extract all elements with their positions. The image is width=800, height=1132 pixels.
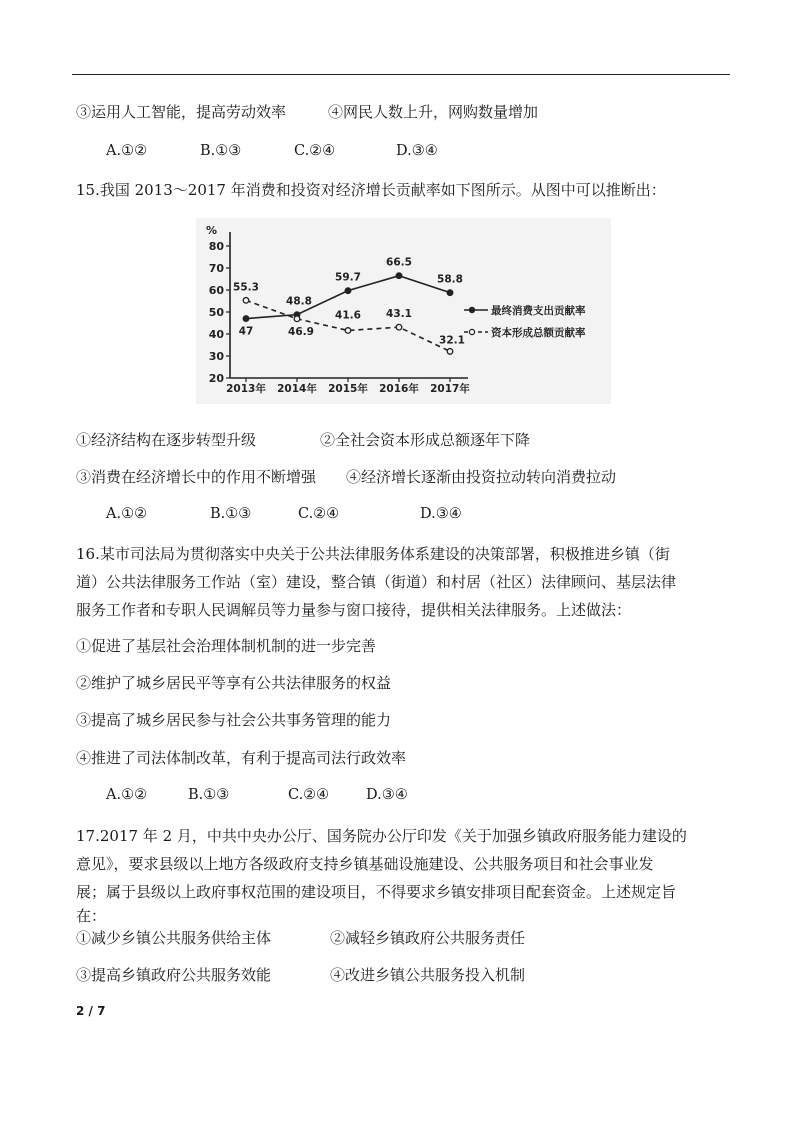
data-point <box>294 316 300 322</box>
x-tick-label: 2016年 <box>379 383 419 395</box>
x-tick-label: 2013年 <box>226 383 266 395</box>
data-label: 58.8 <box>437 273 463 286</box>
q16-option-3: ③提高了城乡居民参与社会公共事务管理的能力 <box>76 711 392 729</box>
data-point <box>447 349 453 355</box>
data-point <box>447 290 453 296</box>
data-label: 48.8 <box>286 295 312 308</box>
data-point <box>243 298 249 304</box>
y-tick-label: 50 <box>208 306 224 319</box>
data-label: 59.7 <box>335 271 361 284</box>
q14-option-3: ③运用人工智能，提高劳动效率 <box>76 103 287 121</box>
legend-marker <box>469 307 474 312</box>
y-tick-label: 70 <box>208 262 224 275</box>
q17-stem-line-2: 意见》，要求县级以上地方各级政府支持乡镇基础设施建设、公共服务项目和社会事业发 <box>76 855 654 873</box>
q16-option-2: ②维护了城乡居民平等享有公共法律服务的权益 <box>76 674 392 692</box>
y-tick-label: 30 <box>208 350 224 363</box>
choice-c: C.②④ <box>288 787 330 803</box>
q16-option-4: ④推进了司法体制改革，有利于提高司法行政效率 <box>76 749 407 767</box>
q17-option-4: ④改进乡镇公共服务投入机制 <box>330 966 526 984</box>
y-tick-label: 60 <box>208 284 224 297</box>
choice-d: D.③④ <box>366 787 408 803</box>
choice-c: C.②④ <box>298 506 340 522</box>
q15-choices <box>106 506 462 522</box>
choice-b: B.①③ <box>200 143 242 159</box>
q14-option-4: ④网民人数上升，网购数量增加 <box>328 103 539 121</box>
choice-b: B.①③ <box>188 787 230 803</box>
data-point <box>345 328 351 334</box>
data-point <box>396 273 402 279</box>
legend-label: 资本形成总额贡献率 <box>491 327 586 339</box>
data-point <box>345 288 351 294</box>
q15-option-2: ②全社会资本形成总额逐年下降 <box>320 431 531 449</box>
choice-a: A.①② <box>106 787 148 803</box>
legend-label: 最终消费支出贡献率 <box>491 305 586 317</box>
x-tick-label: 2014年 <box>277 383 317 395</box>
y-tick-label: 40 <box>208 328 224 341</box>
q16-stem-line-2: 道）公共法律服务工作站（室）建设，整合镇（街道）和村居（社区）法律顾问、基层法律 <box>76 573 677 591</box>
y-tick-label: 20 <box>208 372 224 385</box>
chart-svg <box>196 218 611 404</box>
data-label: 32.1 <box>439 334 465 347</box>
header-rule <box>72 74 730 75</box>
data-point <box>396 324 402 330</box>
q16-stem-line-1: 16.某市司法局为贯彻落实中央关于公共法律服务体系建设的决策部署，积极推进乡镇（街 <box>76 545 670 563</box>
q17-option-3: ③提高乡镇政府公共服务效能 <box>76 966 272 984</box>
choice-d: D.③④ <box>396 143 438 159</box>
q17-option-2: ②减轻乡镇政府公共服务责任 <box>330 929 526 947</box>
data-label: 55.3 <box>233 281 259 294</box>
q16-stem-line-3: 服务工作者和专职人民调解员等力量参与窗口接待，提供相关法律服务。上述做法： <box>76 601 632 619</box>
q17-option-1: ①减少乡镇公共服务供给主体 <box>76 929 272 947</box>
q15-option-3: ③消费在经济增长中的作用不断增强 <box>76 468 317 486</box>
choice-a: A.①② <box>106 143 148 159</box>
x-tick-label: 2015年 <box>328 383 368 395</box>
contribution-rate-chart <box>196 218 611 404</box>
choice-c: C.②④ <box>294 143 336 159</box>
q14-choices <box>106 143 438 159</box>
data-label: 47 <box>238 325 254 338</box>
q16-choices <box>106 787 408 803</box>
legend-marker <box>469 329 474 334</box>
q16-option-1: ①促进了基层社会治理体制机制的进一步完善 <box>76 637 377 655</box>
y-axis-label: % <box>206 224 218 237</box>
x-tick-label: 2017年 <box>430 383 470 395</box>
data-label: 66.5 <box>386 256 412 269</box>
choice-d: D.③④ <box>420 506 462 522</box>
choice-b: B.①③ <box>210 506 252 522</box>
data-label: 43.1 <box>386 308 412 321</box>
data-label: 46.9 <box>288 325 314 338</box>
q15-stem: 15.我国 2013～2017 年消费和投资对经济增长贡献率如下图所示。从图中可以推断出： <box>76 181 666 199</box>
q15-option-4: ④经济增长逐渐由投资拉动转向消费拉动 <box>346 468 617 486</box>
q17-stem-line-1: 17.2017 年 2 月，中共中央办公厅、国务院办公厅印发《关于加强乡镇政府服务能力建设的 <box>76 827 687 845</box>
y-tick-label: 80 <box>208 240 224 253</box>
data-label: 41.6 <box>335 309 361 322</box>
data-point <box>243 316 249 322</box>
q17-stem-line-3: 展；属于县级以上政府事权范围的建设项目，不得要求乡镇安排项目配套资金。上述规定旨 <box>76 883 677 901</box>
q15-option-1: ①经济结构在逐步转型升级 <box>76 431 257 449</box>
page-number: 2 / 7 <box>76 1004 106 1018</box>
choice-a: A.①② <box>106 506 148 522</box>
q17-stem-line-4: 在： <box>76 907 107 925</box>
